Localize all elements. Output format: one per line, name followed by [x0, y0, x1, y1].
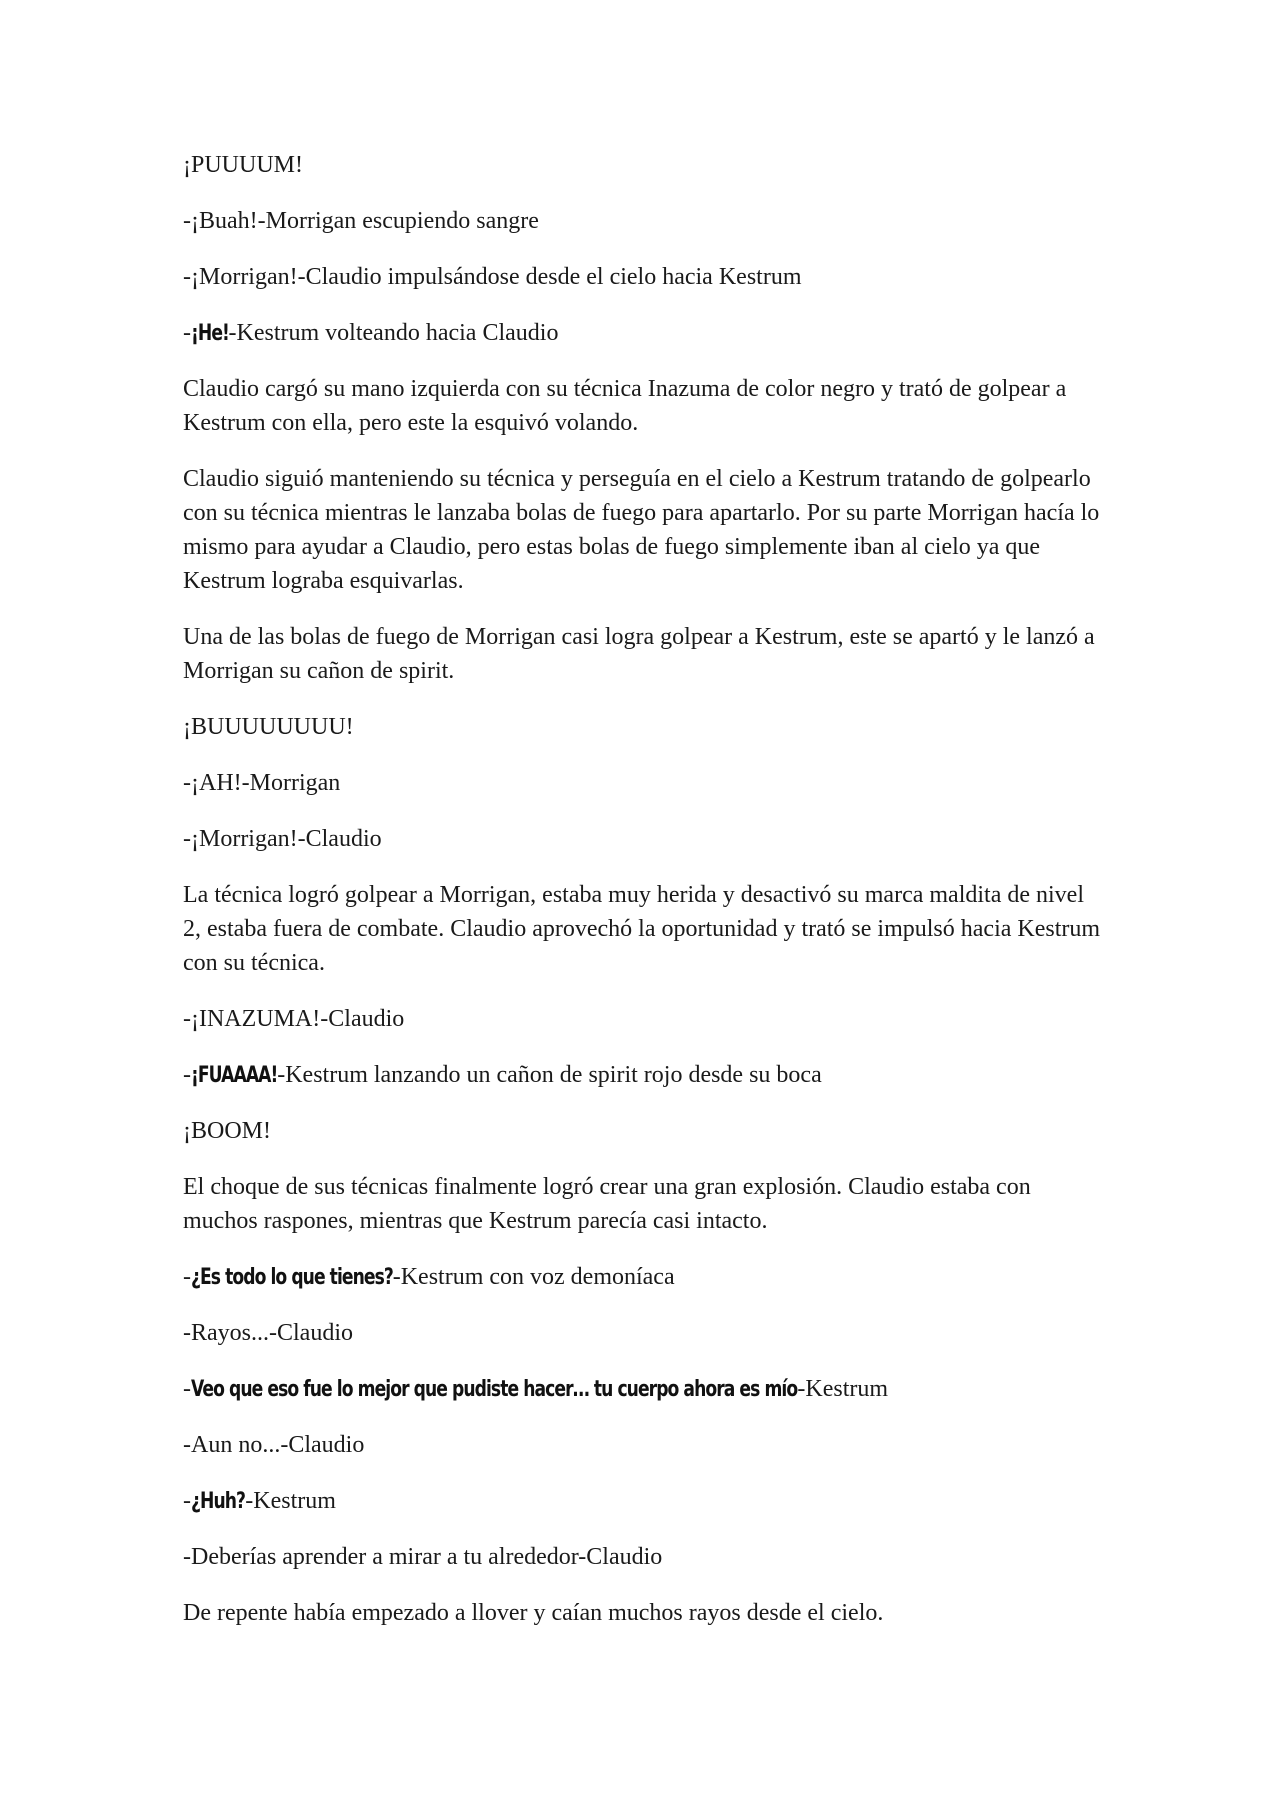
text-run: -: [183, 1488, 191, 1514]
dialogue-line: [183, 260, 1103, 294]
text-run: -: [183, 1376, 191, 1402]
shout-text: ¿Es todo lo que tienes?: [191, 1265, 393, 1290]
dialogue-line: [183, 1484, 1103, 1518]
shout-text: ¡FUAAAA!: [191, 1063, 278, 1088]
dialogue-line: [183, 1596, 1103, 1630]
narration-paragraph: [183, 1170, 1103, 1238]
dialogue-line: [183, 766, 1103, 800]
dialogue-line: [183, 1372, 1103, 1406]
dialogue-line: [183, 148, 1103, 182]
dialogue-line: [183, 204, 1103, 238]
text-run: -¡Morrigan!-Claudio impulsándose desde el cielo hacia Kestrum: [183, 264, 802, 290]
text-run: -Kestrum con voz demoníaca: [392, 1264, 675, 1290]
narration-paragraph: [183, 462, 1103, 598]
dialogue-line: [183, 1002, 1103, 1036]
dialogue-line: [183, 1260, 1103, 1294]
story-text: [183, 148, 1103, 1652]
narration-paragraph: [183, 620, 1103, 688]
text-run: -Deberías aprender a mirar a tu alrededor-Claudio: [183, 1544, 663, 1570]
text-run: -¡AH!-Morrigan: [183, 770, 341, 796]
text-run: El choque de sus técnicas finalmente logró crear una gran explosión. Claudio estaba con muchos raspones, mientras que Kestrum parecía casi intacto.: [183, 1174, 1031, 1234]
dialogue-line: [183, 1114, 1103, 1148]
text-run: -Rayos...-Claudio: [183, 1320, 353, 1346]
text-run: Claudio siguió manteniendo su técnica y perseguía en el cielo a Kestrum tratando de golpearlo con su técnica mientras le lanzaba bolas de fuego para apartarlo. Por su parte Morrigan hacía lo mismo para ayudar a Claudio, pero estas bolas de fuego simplemente iban al cielo ya que Kestrum lograba esquivarlas.: [183, 466, 1100, 594]
dialogue-line: [183, 1058, 1103, 1092]
shout-text: Veo que eso fue lo mejor que pudiste hacer… tu cuerpo ahora es mío: [191, 1377, 798, 1402]
text-run: -¡Morrigan!-Claudio: [183, 826, 382, 852]
text-run: De repente había empezado a llover y caían muchos rayos desde el cielo.: [183, 1600, 884, 1626]
text-run: -Aun no...-Claudio: [183, 1432, 365, 1458]
dialogue-line: [183, 1316, 1103, 1350]
text-run: ¡BOOM!: [183, 1118, 271, 1144]
text-run: -¡INAZUMA!-Claudio: [183, 1006, 405, 1032]
text-run: Claudio cargó su mano izquierda con su técnica Inazuma de color negro y trató de golpear a Kestrum con ella, pero este la esquivó volando.: [183, 376, 1067, 436]
dialogue-line: [183, 1428, 1103, 1462]
dialogue-line: [183, 710, 1103, 744]
dialogue-line: [183, 316, 1103, 350]
text-run: Una de las bolas de fuego de Morrigan casi logra golpear a Kestrum, este se apartó y le lanzó a Morrigan su cañon de spirit.: [183, 624, 1095, 684]
text-run: ¡PUUUUM!: [183, 152, 303, 178]
text-run: -Kestrum: [797, 1376, 889, 1402]
text-run: -: [183, 1062, 191, 1088]
text-run: -: [183, 320, 191, 346]
text-run: -Kestrum lanzando un cañon de spirit rojo desde su boca: [277, 1062, 822, 1088]
text-run: -Kestrum volteando hacia Claudio: [228, 320, 559, 346]
dialogue-line: [183, 822, 1103, 856]
text-run: ¡BUUUUUUUU!: [183, 714, 354, 740]
text-run: La técnica logró golpear a Morrigan, estaba muy herida y desactivó su marca maldita de nivel 2, estaba fuera de combate. Claudio aprovechó la oportunidad y trató se impulsó hacia Kestrum con su técnica.: [183, 882, 1101, 976]
text-run: -¡Buah!-Morrigan escupiendo sangre: [183, 208, 539, 234]
text-run: -: [183, 1264, 191, 1290]
shout-text: ¿Huh?: [191, 1489, 246, 1514]
dialogue-line: [183, 1540, 1103, 1574]
text-run: -Kestrum: [245, 1488, 336, 1514]
narration-paragraph: [183, 878, 1103, 980]
narration-paragraph: [183, 372, 1103, 440]
shout-text: ¡He!: [191, 321, 229, 346]
